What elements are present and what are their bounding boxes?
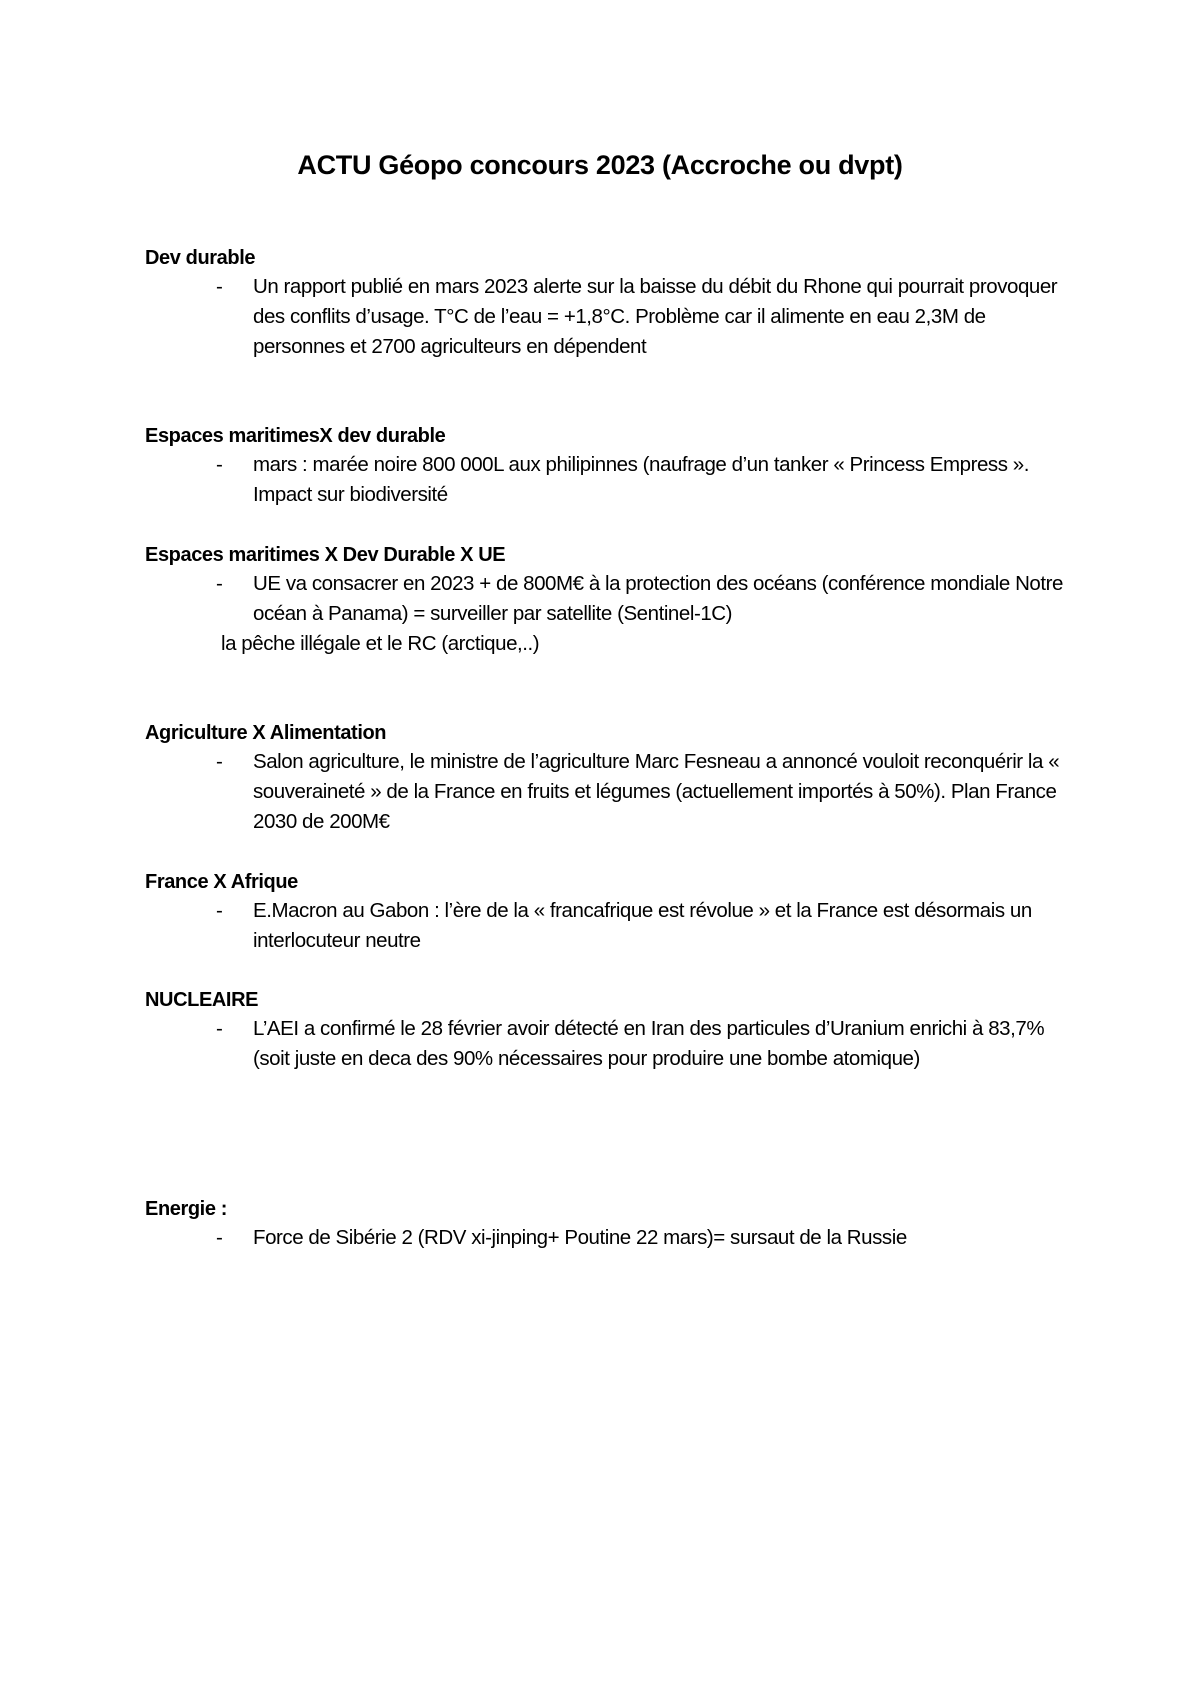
- bullet-text: Force de Sibérie 2 (RDV xi-jinping+ Poutine 22 mars)= sursaut de la Russie: [253, 1226, 907, 1249]
- bullet-text: Un rapport publié en mars 2023 alerte sur la baisse du débit du Rhone qui pourrait provoquer des conflits d’usage. T°C de l’eau = +1,8°C. Problème car il alimente en eau 2,3M de personnes et 2700 agriculteurs en dépendent: [253, 275, 1058, 358]
- bullet-text: Salon agriculture, le ministre de l’agriculture Marc Fesneau a annoncé vouloit reconquérir la « souveraineté » de la France en fruits et légumes (actuellement importés à 50%). Plan France 2030 de 200M€: [253, 750, 1060, 833]
- list-item: [216, 569, 1076, 629]
- list-item: [216, 747, 1076, 837]
- bullet-dash: -: [216, 1226, 223, 1249]
- bullet-text: E.Macron au Gabon : l’ère de la « francafrique est révolue » et la France est désormais un interlocuteur neutre: [253, 899, 1032, 952]
- bullet-dash: -: [216, 453, 223, 476]
- list-item: [216, 1223, 1076, 1253]
- bullet-dash: -: [216, 750, 223, 773]
- list-item: [216, 272, 1076, 362]
- continuation-line: la pêche illégale et le RC (arctique,..): [221, 632, 540, 655]
- section-heading-espaces-maritimes-dev-durable: Espaces maritimesX dev durable: [145, 425, 446, 447]
- section-heading-nucleaire: NUCLEAIRE: [145, 989, 259, 1011]
- list-item: [216, 1014, 1076, 1074]
- section-heading-agriculture-alimentation: Agriculture X Alimentation: [145, 722, 387, 744]
- bullet-text: L’AEI a confirmé le 28 février avoir détecté en Iran des particules d’Uranium enrichi à 83,7% (soit juste en deca des 90% nécessaires pour produire une bombe atomique): [253, 1017, 1045, 1070]
- bullet-text: mars : marée noire 800 000L aux philipinnes (naufrage d’un tanker « Princess Empress ». Impact sur biodiversité: [253, 453, 1029, 506]
- bullet-dash: -: [216, 899, 223, 922]
- document-title: ACTU Géopo concours 2023 (Accroche ou dvpt): [297, 150, 903, 180]
- section-heading-energie: Energie :: [145, 1198, 227, 1220]
- section-heading-dev-durable: Dev durable: [145, 247, 256, 269]
- bullet-dash: -: [216, 275, 223, 298]
- list-item: [216, 896, 1076, 956]
- bullet-dash: -: [216, 572, 223, 595]
- section-heading-espaces-maritimes-ue: Espaces maritimes X Dev Durable X UE: [145, 544, 506, 566]
- bullet-dash: -: [216, 1017, 223, 1040]
- bullet-text: UE va consacrer en 2023 + de 800M€ à la protection des océans (conférence mondiale Notre océan à Panama) = surveiller par satellite (Sentinel-1C): [253, 572, 1063, 625]
- section-heading-france-afrique: France X Afrique: [145, 871, 298, 893]
- list-item: [216, 450, 1076, 510]
